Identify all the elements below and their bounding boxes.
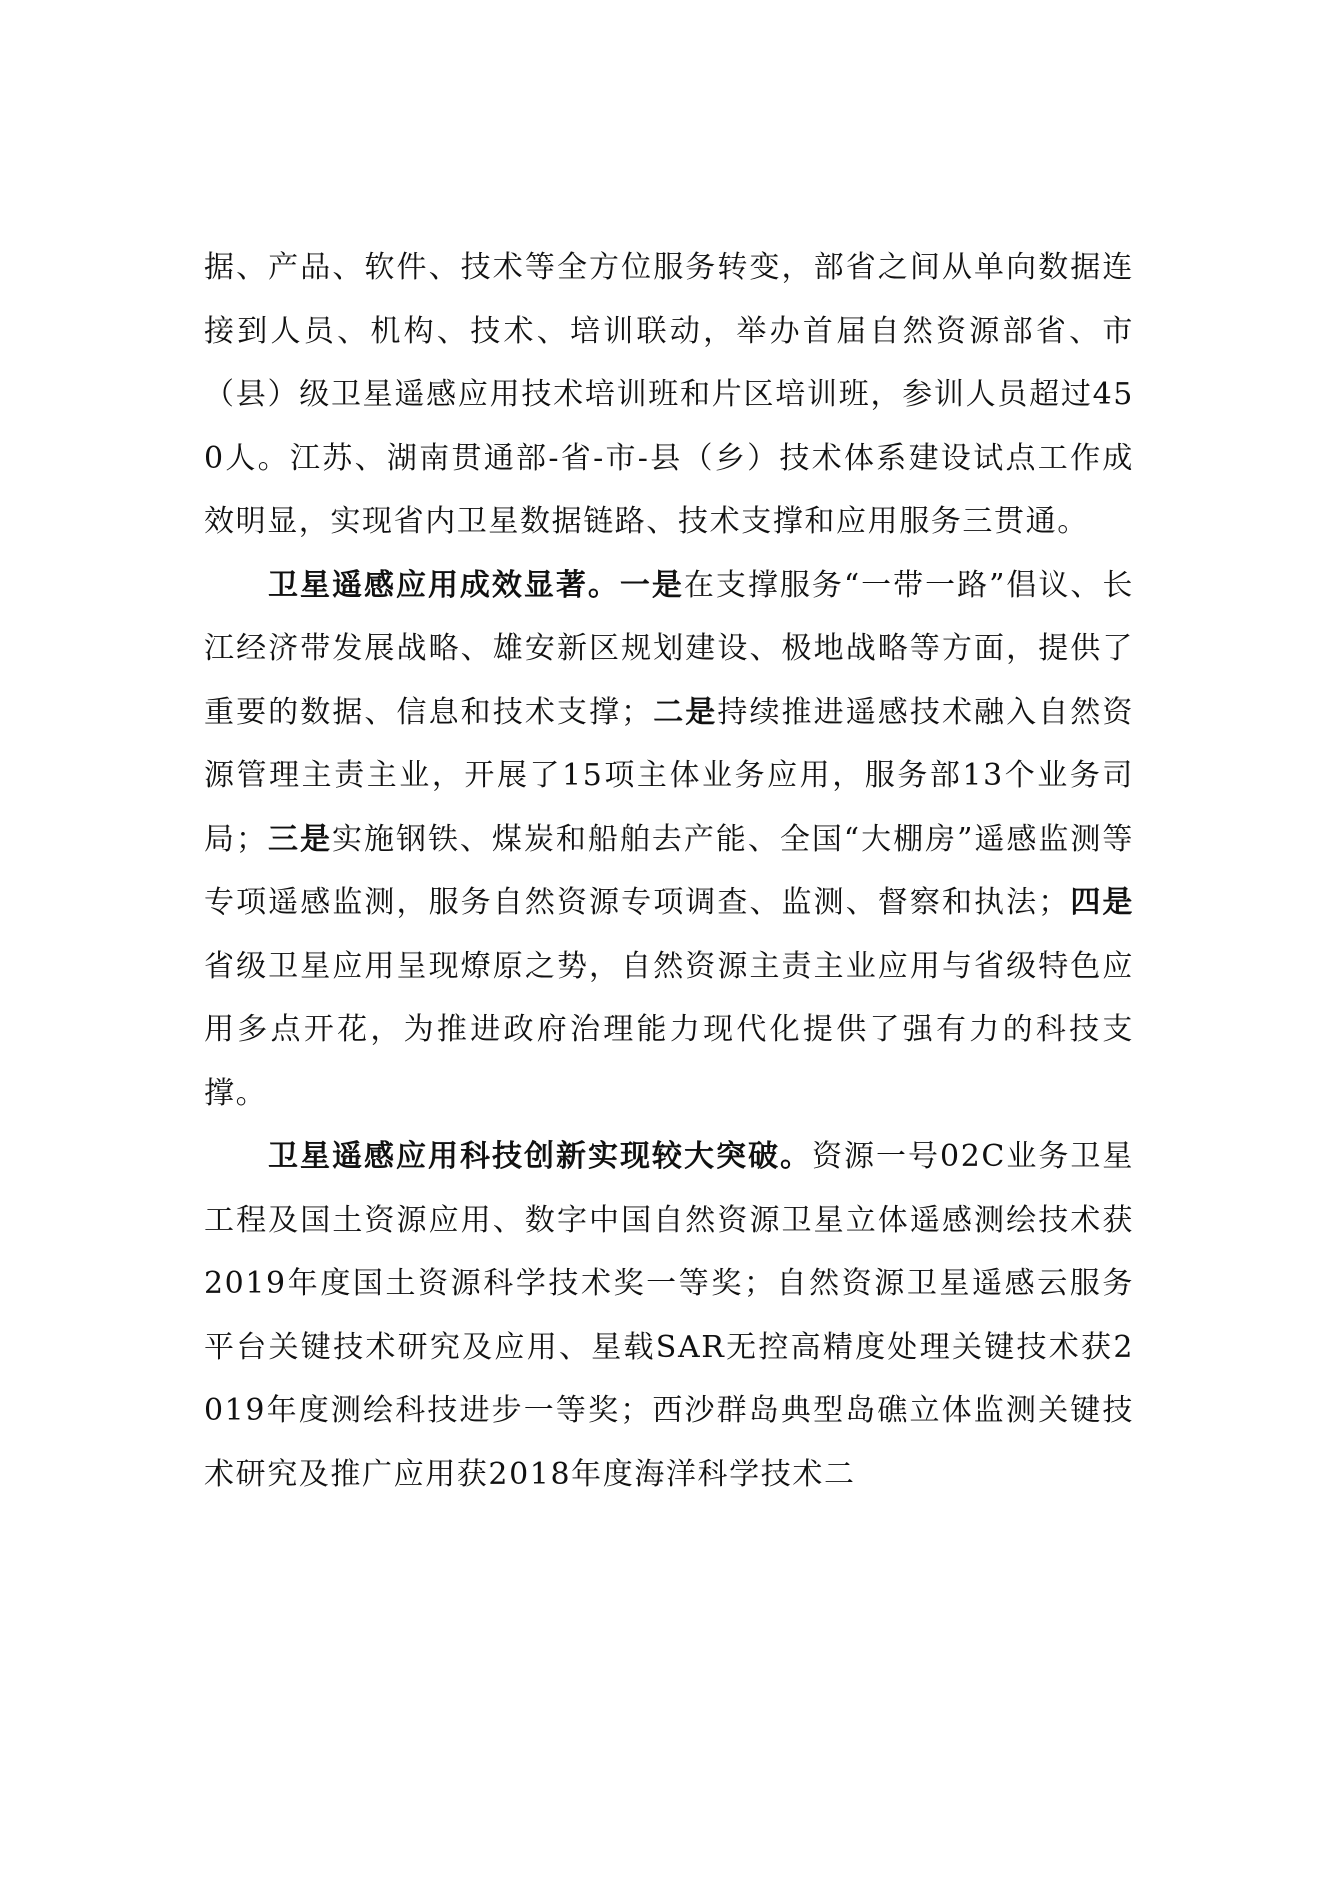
paragraph-text: 据、产品、软件、技术等全方位服务转变，部省之间从单向数据连接到人员、机构、技术、培训联动，举办首届自然资源部省、市（县）级卫星遥感应用技术培训班和片区培训班，参训人员超过450人。江苏、湖南贯通部-省-市-县（乡）技术体系建设试点工作成效明显，实现省内卫星数据链路、技术支撑和应用服务三贯通。 bbox=[204, 250, 1134, 539]
item-marker-2: 二是 bbox=[652, 694, 718, 730]
paragraph-lead-heading: 卫星遥感应用成效显著。 bbox=[268, 567, 620, 603]
item-marker-1: 一是 bbox=[619, 567, 684, 603]
item-marker-4: 四是 bbox=[1069, 885, 1134, 920]
item-text-4: 省级卫星应用呈现燎原之势，自然资源主责主业应用与省级特色应用多点开花，为推进政府治理能力现代化提供了强有力的科技支撑。 bbox=[204, 948, 1134, 1111]
paragraph-text: 资源一号02C业务卫星工程及国土资源应用、数字中国自然资源卫星立体遥感测绘技术获2019年度国土资源科学技术奖一等奖；自然资源卫星遥感云服务平台关键技术研究及应用、星载SAR无控高精度处理关键技术获2019年度测绘科技进步一等奖；西沙群岛典型岛礁立体监测关键技术研究及推广应用获2018年度海洋科学技术二 bbox=[204, 1139, 1134, 1492]
paragraph-lead-heading: 卫星遥感应用科技创新实现较大突破。 bbox=[268, 1139, 813, 1174]
item-text-3: 实施钢铁、煤炭和船舶去产能、全国“大棚房”遥感监测等专项遥感监测，服务自然资源专项调查、监测、督察和执法； bbox=[204, 821, 1134, 920]
item-text-1: 在支撑服务“一带一路”倡议、长江经济带发展战略、雄安新区规划建设、极地战略等方面，提供了重要的数据、信息和技术支撑； bbox=[204, 567, 1134, 730]
item-marker-3: 三是 bbox=[267, 821, 332, 857]
paragraph-tech-innovation bbox=[204, 1125, 1134, 1506]
paragraph-remote-sensing-effect bbox=[204, 554, 1134, 1126]
item-text-2: 持续推进遥感技术融入自然资源管理主责主业，开展了15项主体业务应用，服务部13个业务司局； bbox=[204, 694, 1134, 857]
paragraph-continuation bbox=[204, 236, 1134, 554]
document-page bbox=[204, 236, 1134, 1506]
